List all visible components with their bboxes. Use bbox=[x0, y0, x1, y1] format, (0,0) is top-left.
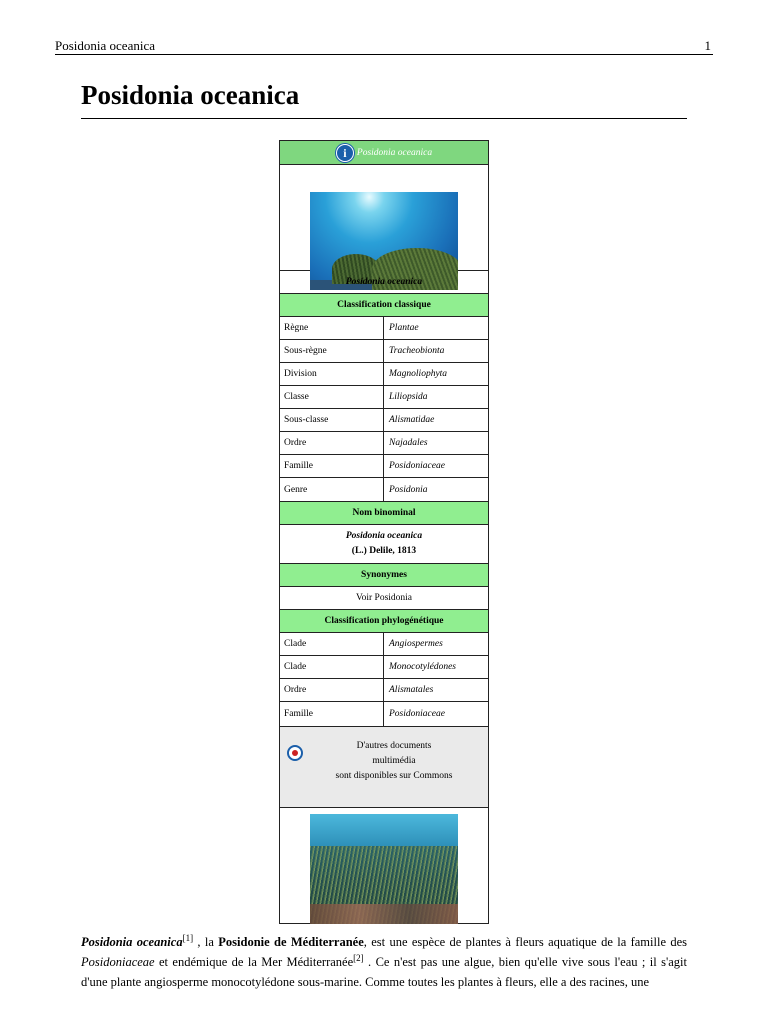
taxon-rank: Sous-classe bbox=[280, 409, 384, 431]
ref-link[interactable]: [2] bbox=[353, 952, 364, 963]
commons-text bbox=[300, 739, 488, 784]
text-run: . Ce n'est pas une algue, bien qu'elle vive sous l'eau ; il s'agit d'une plante angiosperme monocotylédone sous-marine. Comme toutes les plantes à fleurs, elle a des racines, une bbox=[81, 955, 687, 989]
taxon-rank: Genre bbox=[280, 478, 384, 501]
binomial-author: (L.) Delile, 1813 bbox=[351, 546, 417, 556]
text-run: , la bbox=[193, 935, 219, 949]
taxon-value[interactable]: Posidoniaceae bbox=[389, 461, 445, 471]
species-term: Posidonia oceanica bbox=[81, 935, 183, 949]
taxobox-image-row bbox=[280, 165, 488, 271]
intro-paragraph bbox=[81, 932, 687, 992]
taxon-row bbox=[280, 455, 488, 478]
family-name[interactable]: Posidoniaceae bbox=[81, 955, 155, 969]
taxobox bbox=[279, 140, 489, 924]
phylo-rank: Ordre bbox=[280, 679, 384, 701]
taxon-value[interactable]: Najadales bbox=[389, 438, 428, 448]
taxon-value[interactable]: Posidonia bbox=[389, 484, 428, 495]
commons-notice bbox=[280, 727, 488, 808]
binomial-name: Posidonia oceanica bbox=[345, 531, 423, 541]
ref-link[interactable]: [1] bbox=[182, 932, 194, 943]
taxon-row bbox=[280, 432, 488, 455]
running-header bbox=[55, 36, 713, 55]
taxon-value[interactable]: Plantae bbox=[389, 323, 419, 333]
phylo-value[interactable]: Alismatales bbox=[389, 685, 434, 695]
taxon-rank: Famille bbox=[280, 455, 384, 477]
phylo-rank: Clade bbox=[280, 633, 384, 655]
page-number: 1 bbox=[704, 38, 711, 53]
phylo-rank: Clade bbox=[280, 656, 384, 678]
taxon-row bbox=[280, 478, 488, 502]
common-name: Posidonie de Méditerranée bbox=[218, 935, 364, 949]
taxon-rank: Sous-règne bbox=[280, 340, 384, 362]
taxobox-header bbox=[280, 141, 488, 165]
taxon-rank: Classe bbox=[280, 386, 384, 408]
page-title: Posidonia oceanica bbox=[81, 78, 687, 119]
section-nom-binominal: Nom binominal bbox=[280, 502, 488, 525]
running-header-title: Posidonia oceanica bbox=[55, 38, 155, 53]
taxobox-image-row-2 bbox=[280, 808, 488, 923]
phylo-value[interactable]: Angiospermes bbox=[389, 639, 443, 649]
taxon-rank: Division bbox=[280, 363, 384, 385]
taxon-row bbox=[280, 409, 488, 432]
commons-line[interactable]: sont disponibles sur Commons bbox=[335, 771, 453, 781]
phylo-row bbox=[280, 702, 488, 727]
phylo-row bbox=[280, 679, 488, 702]
phylo-value[interactable]: Posidoniaceae bbox=[389, 709, 445, 719]
phylo-row bbox=[280, 656, 488, 679]
phylo-row bbox=[280, 633, 488, 656]
phylo-value[interactable]: Monocotylédones bbox=[389, 662, 457, 672]
section-classification-phylogenetique: Classification phylogénétique bbox=[280, 610, 488, 633]
text-run: , est une espèce de plantes à fleurs aquatique de la famille des bbox=[363, 935, 688, 949]
taxon-value[interactable]: Alismatidae bbox=[389, 415, 435, 425]
text-run: et endémique de la Mer Méditerranée bbox=[154, 955, 354, 969]
taxon-rank: Règne bbox=[280, 317, 384, 339]
synonyms-link[interactable]: Voir Posidonia bbox=[280, 587, 488, 610]
section-synonymes: Synonymes bbox=[280, 564, 488, 587]
taxon-row bbox=[280, 386, 488, 409]
taxon-row bbox=[280, 363, 488, 386]
commons-line[interactable]: multimédia bbox=[372, 756, 416, 766]
taxon-value[interactable]: Tracheobionta bbox=[389, 346, 445, 356]
info-icon[interactable]: i bbox=[336, 144, 354, 162]
image-caption: Posidonia oceanica bbox=[280, 271, 488, 294]
taxon-value[interactable]: Liliopsida bbox=[389, 392, 428, 402]
phylo-rank: Famille bbox=[280, 702, 384, 726]
seagrass-meadow-photo[interactable] bbox=[310, 814, 458, 924]
taxon-row bbox=[280, 317, 488, 340]
section-classification-classique: Classification classique bbox=[280, 294, 488, 317]
taxon-row bbox=[280, 340, 488, 363]
taxon-rank: Ordre bbox=[280, 432, 384, 454]
commons-line: D'autres documents bbox=[356, 741, 432, 751]
binomial-block bbox=[280, 525, 488, 564]
taxon-value[interactable]: Magnoliophyta bbox=[389, 369, 448, 379]
taxobox-header-title: Posidonia oceanica bbox=[356, 147, 433, 158]
